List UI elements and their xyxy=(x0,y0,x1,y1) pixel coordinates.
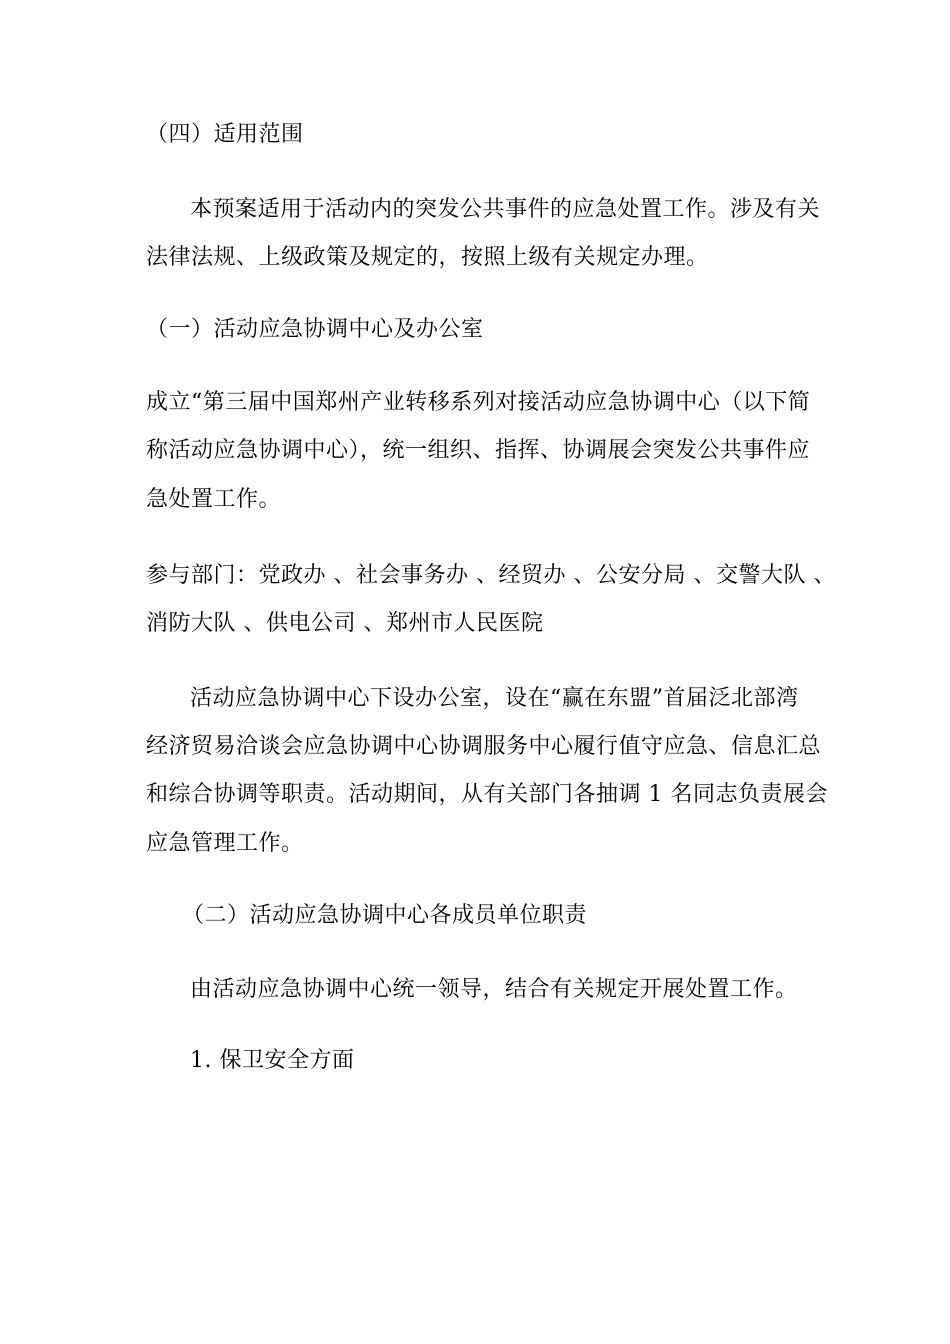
office-paragraph-line-1: 活动应急协调中心下设办公室，设在“赢在东盟”首届泛北部湾 xyxy=(190,686,799,711)
office-paragraph-line-4: 应急管理工作。 xyxy=(146,831,304,856)
office-paragraph-line-2: 经济贸易洽谈会应急协调中心协调服务中心履行值守应急、信息汇总 xyxy=(146,734,822,759)
scope-paragraph-line-2: 法律法规、上级政策及规定的，按照上级有关规定办理。 xyxy=(146,245,709,270)
scope-paragraph-line-1: 本预案适用于活动内的突发公共事件的应急处置工作。涉及有关 xyxy=(190,197,821,222)
center-paragraph-line-2: 称活动应急协调中心），统一组织、指挥、协调展会突发公共事件应 xyxy=(146,438,811,463)
office-paragraph-line-3: 和综合协调等职责。活动期间，从有关部门各抽调 1 名同志负责展会 xyxy=(146,782,828,807)
departments-line-2: 消防大队 、供电公司 、郑州市人民医院 xyxy=(146,611,544,636)
item-1-security: 1. 保卫安全方面 xyxy=(190,1048,355,1073)
duties-paragraph: 由活动应急协调中心统一领导，结合有关规定开展处置工作。 xyxy=(190,977,798,1002)
center-paragraph-line-1: 成立“第三届中国郑州产业转移系列对接活动应急协调中心（以下简 xyxy=(146,390,811,415)
heading-scope: （四）适用范围 xyxy=(146,122,304,147)
heading-member-duties: （二）活动应急协调中心各成员单位职责 xyxy=(182,903,588,928)
departments-line-1: 参与部门：党政办 、社会事务办 、经贸办 、公安分局 、交警大队 、 xyxy=(146,563,836,588)
heading-coordination-center: （一）活动应急协调中心及办公室 xyxy=(146,317,484,342)
center-paragraph-line-3: 急处置工作。 xyxy=(146,487,282,512)
